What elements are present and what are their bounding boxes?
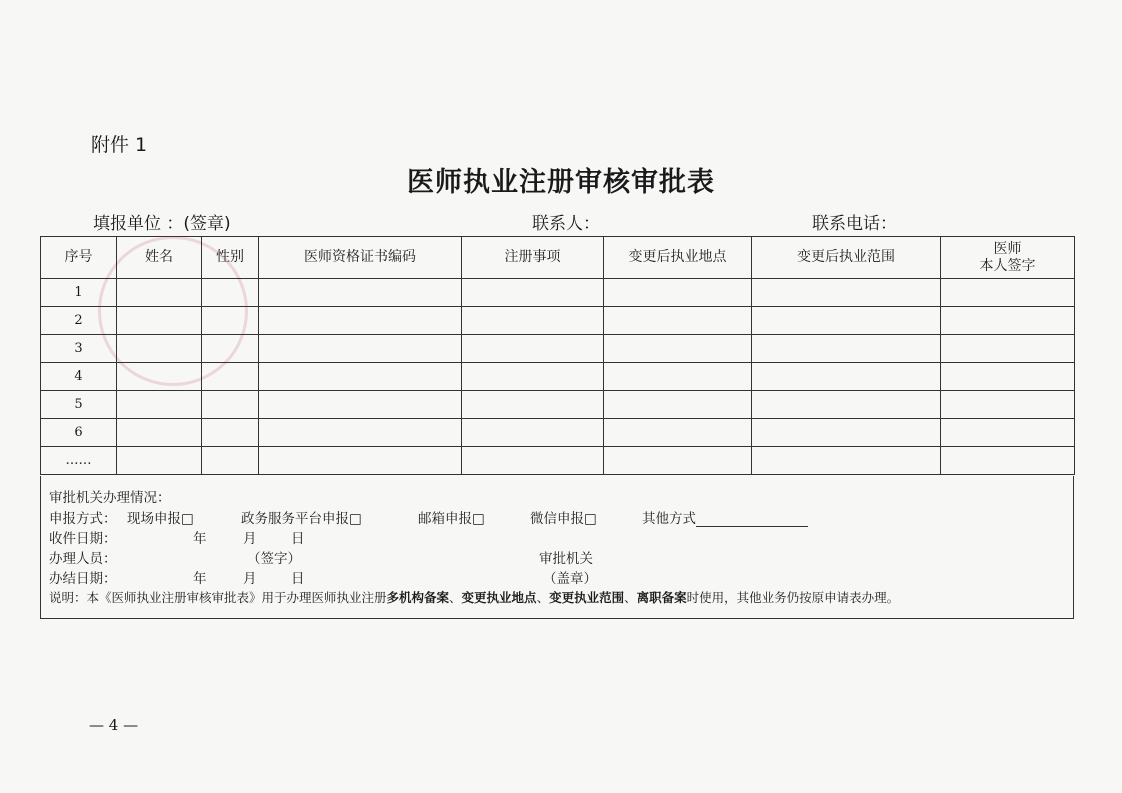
method-other-blank[interactable] bbox=[696, 512, 808, 527]
receive-date-label: 收件日期： bbox=[49, 531, 117, 547]
approval-authority: 审批机关 bbox=[539, 551, 593, 567]
new-location-cell[interactable] bbox=[604, 279, 752, 307]
handler-signature: （签字） bbox=[247, 551, 301, 567]
receive-day: 日 bbox=[291, 531, 305, 547]
header-gender: 性别 bbox=[202, 237, 259, 279]
gender-cell[interactable] bbox=[202, 335, 259, 363]
fill-unit-label: 填报单位 ：(签章) bbox=[93, 214, 231, 234]
approval-heading: 审批机关办理情况： bbox=[49, 490, 171, 506]
receive-month: 月 bbox=[243, 531, 257, 547]
new-scope-cell[interactable] bbox=[752, 363, 941, 391]
new-scope-cell[interactable] bbox=[752, 307, 941, 335]
header-doctor-line2: 本人签字 bbox=[979, 257, 1036, 274]
gender-cell[interactable] bbox=[202, 363, 259, 391]
note-bold-multi-institution: 多机构备案 bbox=[386, 590, 450, 605]
approval-section bbox=[40, 476, 1074, 619]
note-suffix: 时使用，其他业务仍按原申请表办理。 bbox=[686, 590, 900, 605]
note-prefix: 说明：本《医师执业注册审核审批表》用于办理医师执业注册 bbox=[49, 590, 387, 605]
row-index: 1 bbox=[41, 279, 117, 307]
row-index: 2 bbox=[41, 307, 117, 335]
finish-date-label: 办结日期： bbox=[49, 571, 117, 587]
new-location-cell[interactable] bbox=[604, 419, 752, 447]
table-row bbox=[41, 419, 1075, 447]
table-row bbox=[41, 391, 1075, 419]
table-row bbox=[41, 447, 1075, 475]
name-cell[interactable] bbox=[117, 335, 202, 363]
cert-code-cell[interactable] bbox=[259, 335, 462, 363]
name-cell[interactable] bbox=[117, 279, 202, 307]
note-sep: 、 bbox=[624, 590, 637, 605]
cert-code-cell[interactable] bbox=[259, 307, 462, 335]
table-row bbox=[41, 307, 1075, 335]
method-mail-option[interactable]: 邮箱申报□ bbox=[418, 511, 485, 527]
header-doctor-signature bbox=[941, 237, 1075, 279]
note-bold-scope-change: 变更执业范围 bbox=[549, 590, 625, 605]
gender-cell[interactable] bbox=[202, 447, 259, 475]
cert-code-cell[interactable] bbox=[259, 363, 462, 391]
signature-cell[interactable] bbox=[941, 307, 1075, 335]
new-scope-cell[interactable] bbox=[752, 419, 941, 447]
row-index: 3 bbox=[41, 335, 117, 363]
method-platform-option[interactable]: 政务服务平台申报□ bbox=[241, 511, 362, 527]
signature-cell[interactable] bbox=[941, 363, 1075, 391]
registration-item-cell[interactable] bbox=[462, 391, 604, 419]
form-title: 医师执业注册审核审批表 bbox=[407, 167, 715, 198]
new-location-cell[interactable] bbox=[604, 391, 752, 419]
note-sep: 、 bbox=[449, 590, 462, 605]
method-other-label: 其他方式 bbox=[642, 511, 696, 527]
signature-cell[interactable] bbox=[941, 419, 1075, 447]
page-number: — 4 — bbox=[89, 716, 139, 734]
registration-table bbox=[40, 236, 1075, 475]
gender-cell[interactable] bbox=[202, 391, 259, 419]
header-cert-code: 医师资格证书编码 bbox=[259, 237, 462, 279]
finish-month: 月 bbox=[243, 571, 257, 587]
registration-item-cell[interactable] bbox=[462, 447, 604, 475]
contact-phone-label: 联系电话： bbox=[812, 214, 897, 234]
header-seq: 序号 bbox=[41, 237, 117, 279]
table-row bbox=[41, 335, 1075, 363]
attachment-label: 附件 1 bbox=[91, 134, 148, 156]
new-scope-cell[interactable] bbox=[752, 279, 941, 307]
receive-year: 年 bbox=[193, 531, 207, 547]
signature-cell[interactable] bbox=[941, 447, 1075, 475]
name-cell[interactable] bbox=[117, 363, 202, 391]
gender-cell[interactable] bbox=[202, 279, 259, 307]
signature-cell[interactable] bbox=[941, 279, 1075, 307]
method-label: 申报方式： bbox=[49, 511, 117, 527]
registration-item-cell[interactable] bbox=[462, 419, 604, 447]
finish-day: 日 bbox=[291, 571, 305, 587]
signature-cell[interactable] bbox=[941, 391, 1075, 419]
finish-year: 年 bbox=[193, 571, 207, 587]
row-index: 6 bbox=[41, 419, 117, 447]
new-location-cell[interactable] bbox=[604, 363, 752, 391]
header-name: 姓名 bbox=[117, 237, 202, 279]
handler-label: 办理人员： bbox=[49, 551, 117, 567]
gender-cell[interactable] bbox=[202, 307, 259, 335]
note-bold-resignation: 离职备案 bbox=[636, 590, 687, 605]
contact-person-label: 联系人： bbox=[532, 214, 600, 234]
name-cell[interactable] bbox=[117, 391, 202, 419]
header-registration-item: 注册事项 bbox=[462, 237, 604, 279]
explanation-note bbox=[49, 588, 899, 606]
name-cell[interactable] bbox=[117, 419, 202, 447]
note-bold-location-change: 变更执业地点 bbox=[461, 590, 537, 605]
new-location-cell[interactable] bbox=[604, 335, 752, 363]
row-index: 5 bbox=[41, 391, 117, 419]
signature-cell[interactable] bbox=[941, 335, 1075, 363]
method-wechat-option[interactable]: 微信申报□ bbox=[530, 511, 597, 527]
new-location-cell[interactable] bbox=[604, 307, 752, 335]
authority-seal: （盖章） bbox=[543, 571, 597, 587]
method-other-option[interactable] bbox=[642, 507, 808, 527]
cert-code-cell[interactable] bbox=[259, 447, 462, 475]
header-doctor-line1: 医师 bbox=[993, 240, 1022, 257]
table-row bbox=[41, 363, 1075, 391]
new-scope-cell[interactable] bbox=[752, 335, 941, 363]
new-scope-cell[interactable] bbox=[752, 447, 941, 475]
table-row bbox=[41, 279, 1075, 307]
header-new-location: 变更后执业地点 bbox=[604, 237, 752, 279]
row-index: …… bbox=[41, 447, 117, 475]
row-index: 4 bbox=[41, 363, 117, 391]
registration-item-cell[interactable] bbox=[462, 279, 604, 307]
new-scope-cell[interactable] bbox=[752, 391, 941, 419]
new-location-cell[interactable] bbox=[604, 447, 752, 475]
registration-item-cell[interactable] bbox=[462, 363, 604, 391]
registration-item-cell[interactable] bbox=[462, 335, 604, 363]
name-cell[interactable] bbox=[117, 307, 202, 335]
table-header-row bbox=[41, 237, 1075, 279]
note-sep: 、 bbox=[536, 590, 550, 605]
cert-code-cell[interactable] bbox=[259, 279, 462, 307]
cert-code-cell[interactable] bbox=[259, 419, 462, 447]
name-cell[interactable] bbox=[117, 447, 202, 475]
header-new-scope: 变更后执业范围 bbox=[752, 237, 941, 279]
cert-code-cell[interactable] bbox=[259, 391, 462, 419]
method-onsite-option[interactable]: 现场申报□ bbox=[127, 511, 194, 527]
registration-item-cell[interactable] bbox=[462, 307, 604, 335]
gender-cell[interactable] bbox=[202, 419, 259, 447]
